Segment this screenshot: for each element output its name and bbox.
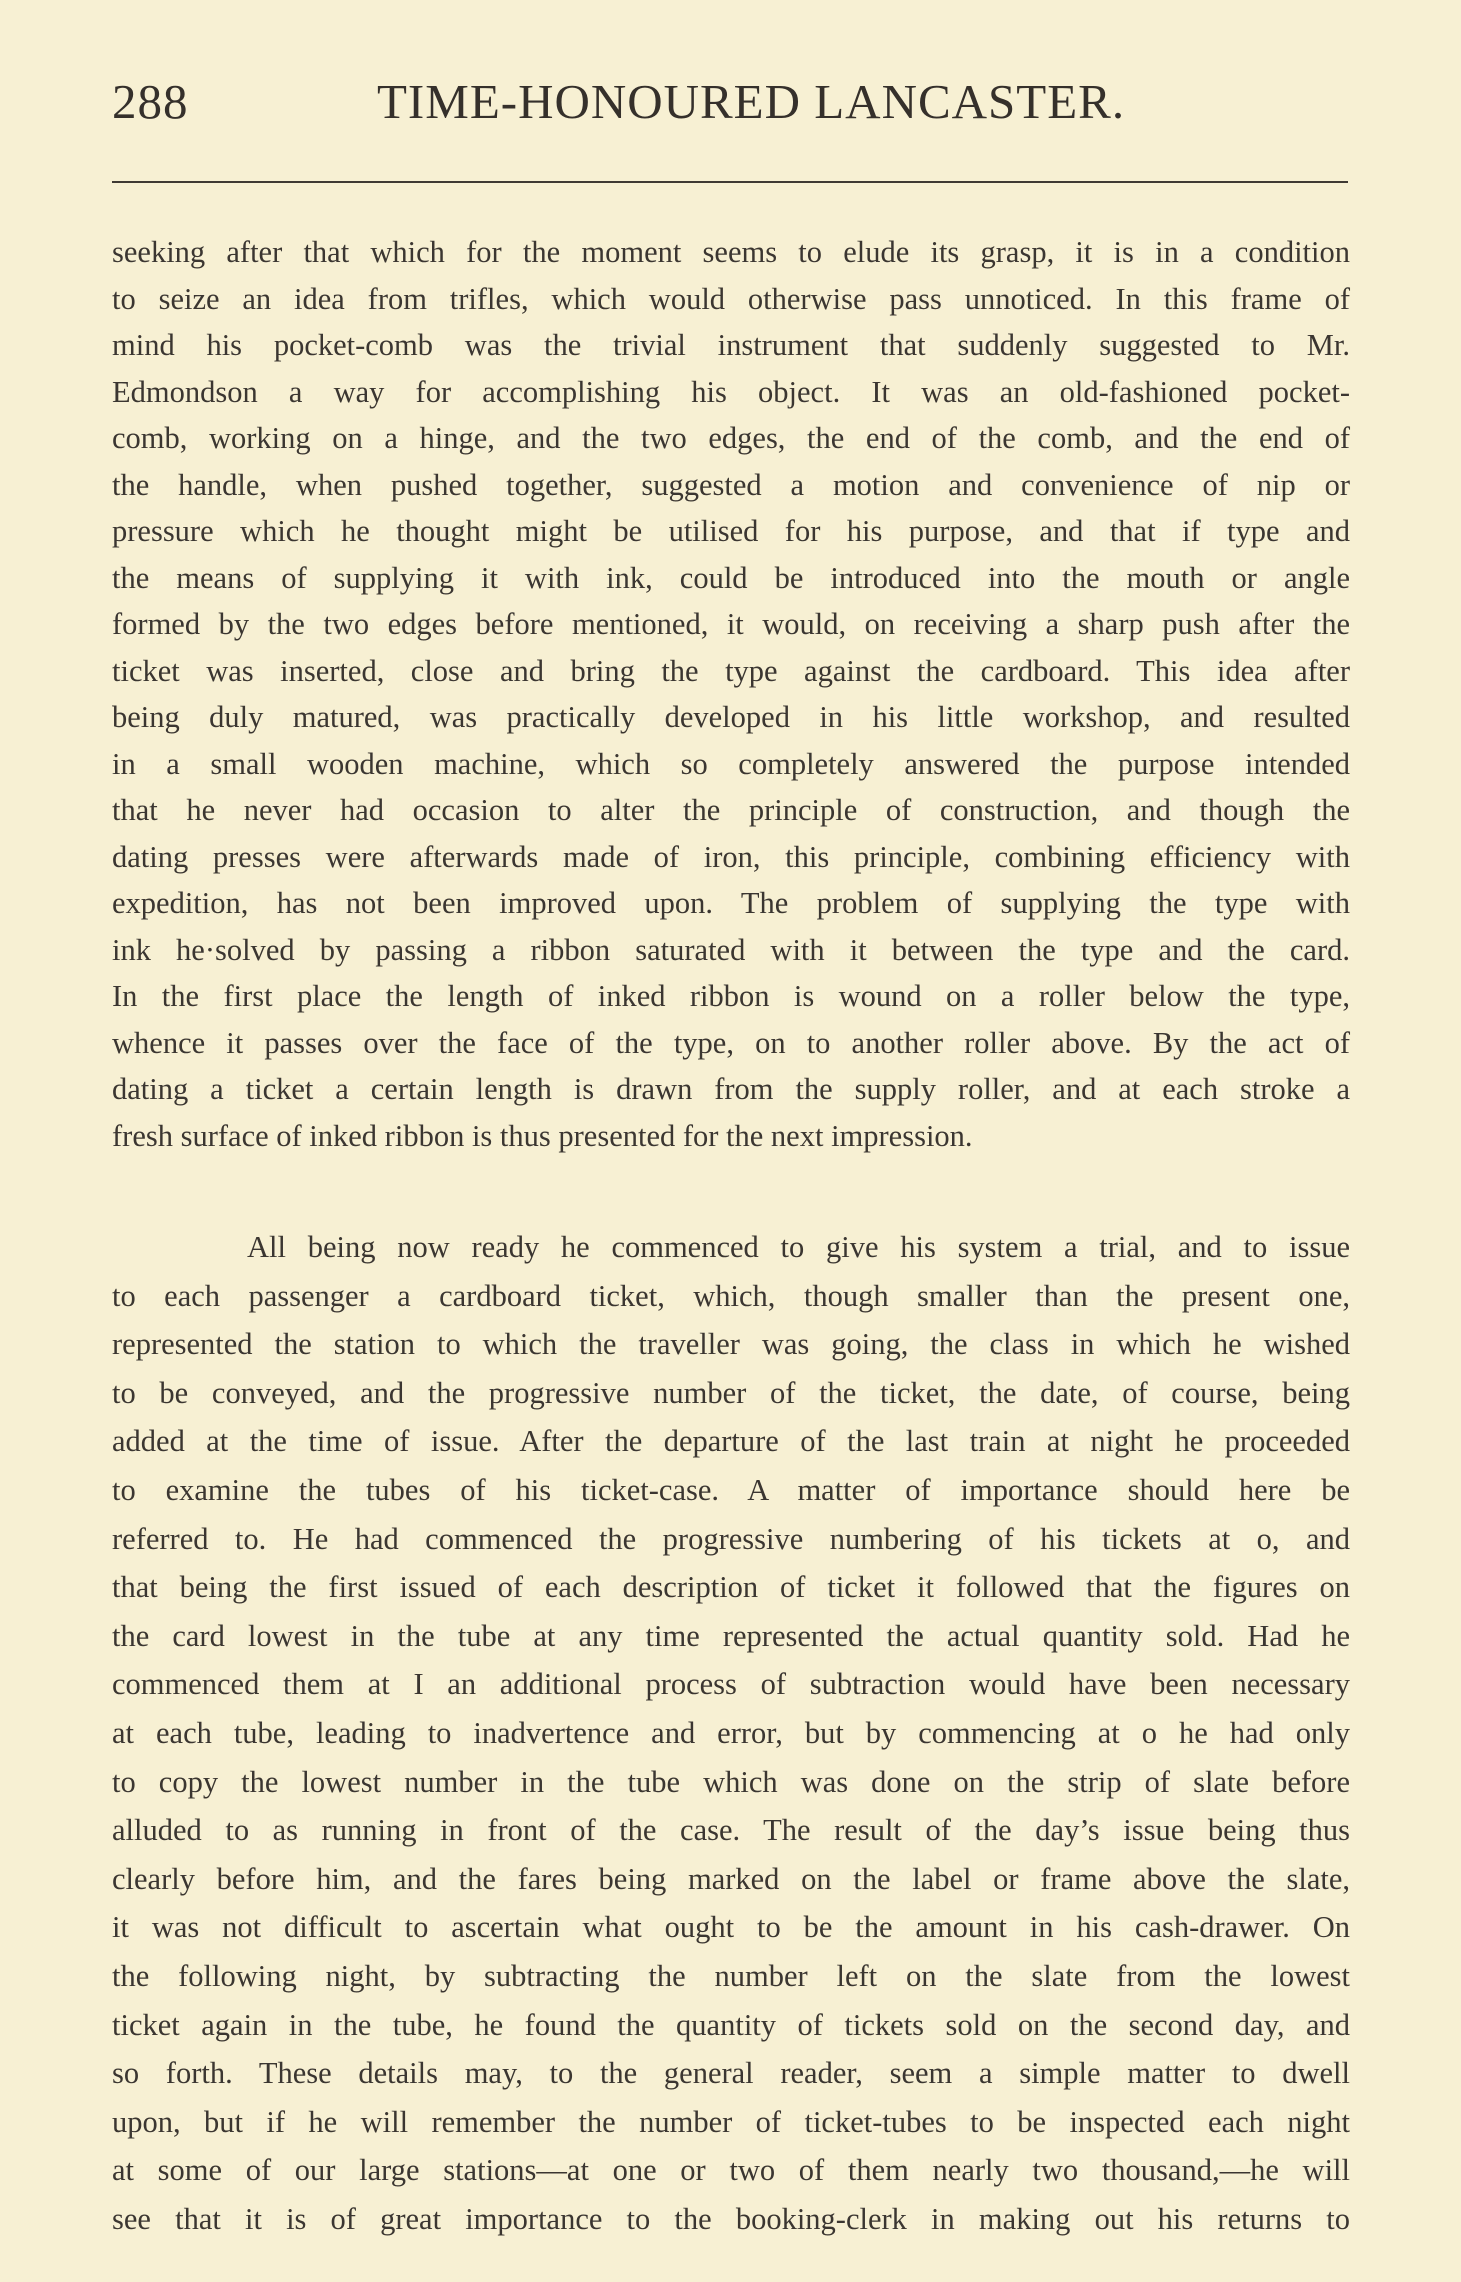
text-line: that being the first issued of each description of ticket it followed that the figures on <box>112 1570 1350 1605</box>
text-line: represented the station to which the traveller was going, the class in which he wished <box>112 1327 1350 1362</box>
paragraph-2 <box>112 1223 1350 2243</box>
text-line: Edmondson a way for accomplishing his object. It was an old-fashioned pocket- <box>112 374 1350 409</box>
text-line: fresh surface of inked ribbon is thus presented for the next impression. <box>112 1118 973 1153</box>
text-line: clearly before him, and the fares being marked on the label or frame above the slate, <box>112 1861 1350 1896</box>
text-line: pressure which he thought might be utilised for his purpose, and that if type and <box>112 514 1350 548</box>
text-line: the following night, by subtracting the number left on the slate from the lowest <box>112 1958 1350 1993</box>
text-line: at each tube, leading to inadvertence and error, but by commencing at o he had only <box>112 1715 1350 1750</box>
text-line: to seize an idea from trifles, which would otherwise pass unnoticed. In this frame of <box>112 281 1350 316</box>
paragraph-1 <box>112 229 1350 1159</box>
text-line: the means of supplying it with ink, could be introduced into the mouth or angle <box>112 560 1350 595</box>
text-line: the handle, when pushed together, suggested a motion and convenience of nip or <box>112 467 1350 502</box>
text-line: ticket again in the tube, he found the quantity of tickets sold on the second day, and <box>112 2007 1350 2042</box>
text-line: in a small wooden machine, which so completely answered the purpose intended <box>112 746 1350 781</box>
text-line: In the first place the length of inked ribbon is wound on a roller below the type, <box>112 979 1350 1013</box>
text-line: ink he·solved by passing a ribbon saturated with it between the type and the card. <box>112 932 1350 967</box>
text-line: so forth. These details may, to the general reader, seem a simple matter to dwell <box>112 2056 1350 2091</box>
text-line: ticket was inserted, close and bring the type against the cardboard. This idea after <box>112 653 1350 688</box>
text-line: formed by the two edges before mentioned, it would, on receiving a sharp push after the <box>112 607 1350 641</box>
text-line: alluded to as running in front of the case. The result of the day’s issue being thus <box>112 1813 1350 1848</box>
text-line: dating a ticket a certain length is drawn from the supply roller, and at each stroke a <box>112 1072 1350 1106</box>
text-line: see that it is of great importance to the booking-clerk in making out his returns to <box>112 2201 1350 2236</box>
text-line: whence it passes over the face of the type, on to another roller above. By the act of <box>112 1025 1350 1060</box>
text-line: to copy the lowest number in the tube which was done on the strip of slate before <box>112 1764 1350 1799</box>
text-line: it was not difficult to ascertain what ought to be the amount in his cash-drawer. On <box>112 1910 1350 1945</box>
text-line: commenced them at I an additional process of subtraction would have been necessary <box>112 1667 1350 1702</box>
text-line: that he never had occasion to alter the principle of construction, and though the <box>112 793 1350 827</box>
header-rule <box>112 181 1348 183</box>
text-line: being duly matured, was practically developed in his little workshop, and resulted <box>112 700 1350 734</box>
text-line: referred to. He had commenced the progressive numbering of his tickets at o, and <box>112 1521 1350 1556</box>
text-line: to examine the tubes of his ticket-case. A matter of importance should here be <box>112 1472 1350 1507</box>
page-number: 288 <box>112 74 189 129</box>
text-line: comb, working on a hinge, and the two edges, the end of the comb, and the end of <box>112 421 1350 455</box>
text-line: to each passenger a cardboard ticket, which, though smaller than the present one, <box>112 1278 1350 1313</box>
text-line: dating presses were afterwards made of iron, this principle, combining efficiency with <box>112 839 1350 874</box>
text-line: mind his pocket-comb was the trivial instrument that suddenly suggested to Mr. <box>112 328 1350 362</box>
running-title: TIME-HONOURED LANCASTER. <box>377 74 1126 129</box>
text-line: added at the time of issue. After the departure of the last train at night he proceeded <box>112 1424 1350 1459</box>
text-line: All being now ready he commenced to give his system a trial, and to issue <box>247 1230 1350 1264</box>
text-line: seeking after that which for the moment seems to elude its grasp, it is in a condition <box>112 235 1350 269</box>
text-line: at some of our large stations—at one or two of them nearly two thousand,—he will <box>112 2153 1350 2188</box>
text-line: upon, but if he will remember the number of ticket-tubes to be inspected each night <box>112 2104 1350 2139</box>
text-line: expedition, has not been improved upon. The problem of supplying the type with <box>112 886 1350 920</box>
text-line: the card lowest in the tube at any time represented the actual quantity sold. Had he <box>112 1618 1350 1653</box>
text-line: to be conveyed, and the progressive number of the ticket, the date, of course, being <box>112 1375 1350 1410</box>
